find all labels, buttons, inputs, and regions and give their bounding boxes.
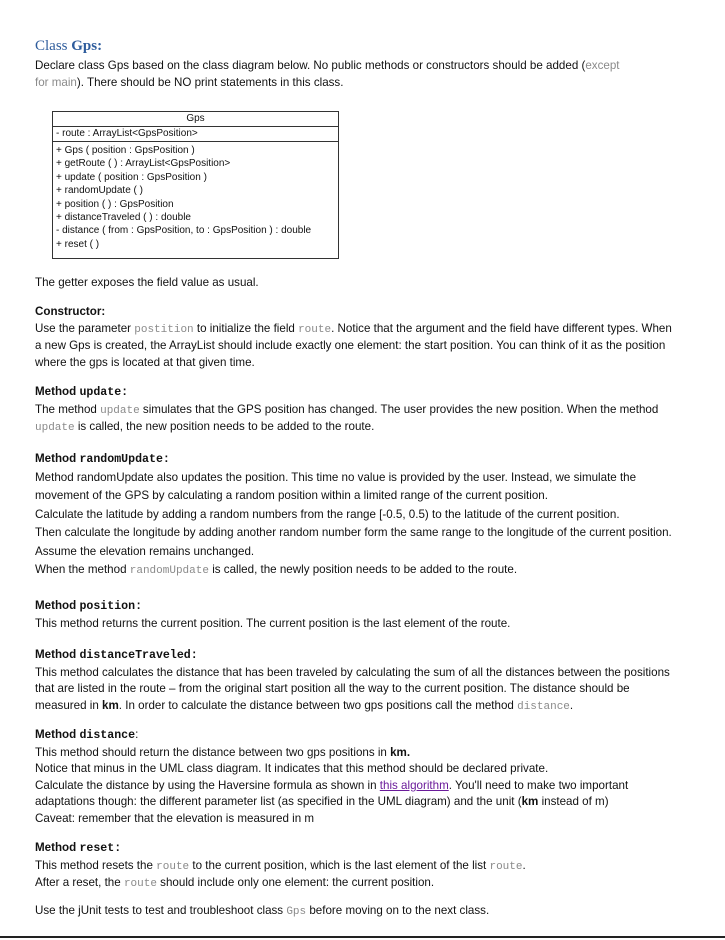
code-span: distance xyxy=(517,700,570,713)
uml-method: + position ( ) : GpsPosition xyxy=(56,198,174,210)
intro-grey-2: for main xyxy=(35,75,77,89)
position-section xyxy=(35,598,680,632)
update-heading: Method update: xyxy=(35,385,129,399)
random-update-line-2: Calculate the latitude by adding a random numbers from the range [-0.5, 0.5) to the latitude of the current position. xyxy=(35,507,620,521)
code-span: randomUpdate xyxy=(129,565,209,578)
title-prefix: Class xyxy=(35,38,72,54)
distance-line-1: This method should return the distance between two gps positions in km. xyxy=(35,745,411,759)
code-span: update xyxy=(35,422,75,434)
reset-heading: Method reset: xyxy=(35,841,122,855)
code-span: route xyxy=(156,860,190,873)
title-class-name: Gps: xyxy=(71,38,103,54)
reset-section xyxy=(35,840,680,893)
random-update-line-1: Method randomUpdate also updates the position. This time no value is provided by the user. Instead, we simulate the movement of the GPS by calculating a random position within a limited range of the current position. xyxy=(35,470,637,503)
uml-field: - route : ArrayList<GpsPosition> xyxy=(53,127,338,142)
constructor-section xyxy=(35,304,680,371)
distance-line-3: Calculate the distance by using the Haversine formula as shown in this algorithm. You'll need to make two important adaptations though: the different parameter list (as specified in the UML diagram) and the unit (km instead of m) xyxy=(35,778,629,808)
constructor-text: Use the parameter postition to initialize the field route. Notice that the argument and the field have different types. When a new Gps is created, the ArrayList should include exactly one element: the start position. You can think of it as the position where the gps is located at that given time. xyxy=(35,321,672,369)
code-span: Gps xyxy=(286,906,307,918)
distance-line-4: Caveat: remember that the elevation is measured in m xyxy=(35,811,315,825)
intro-paragraph xyxy=(35,58,680,91)
update-section xyxy=(35,384,680,437)
constructor-heading: Constructor: xyxy=(35,305,106,318)
update-text: The method update simulates that the GPS position has changed. The user provides the new position. When the method update is called, the new position needs to be added to the route. xyxy=(35,402,659,434)
uml-class-name: Gps xyxy=(53,112,338,127)
random-update-section xyxy=(35,451,680,581)
uml-method: + Gps ( position : GpsPosition ) xyxy=(56,145,195,156)
page-title xyxy=(35,38,102,55)
position-heading: Method position: xyxy=(35,599,143,613)
footer-note: Use the jUnit tests to test and troubleshoot class Gps before moving on to the next class. xyxy=(35,904,490,918)
code-span: route xyxy=(489,860,523,873)
random-update-line-4: When the method randomUpdate is called, the newly position needs to be added to the route. xyxy=(35,563,518,578)
uml-method: + randomUpdate ( ) xyxy=(56,185,143,197)
code-span: update xyxy=(100,404,140,417)
getter-note: The getter exposes the field value as usual. xyxy=(35,276,259,289)
uml-method: + distanceTraveled ( ) : double xyxy=(56,212,191,224)
distance-traveled-section xyxy=(35,647,680,715)
uml-method: + reset ( ) xyxy=(56,238,100,250)
algorithm-link[interactable]: this algorithm xyxy=(379,778,449,792)
intro-grey-1: except xyxy=(585,59,620,72)
intro-text-end: ). There should be NO print statements in this class. xyxy=(76,75,344,89)
code-span: route xyxy=(298,323,332,336)
intro-text: Declare class Gps based on the class diagram below. No public methods or constructors should be added ( xyxy=(35,59,586,72)
random-update-heading: Method randomUpdate: xyxy=(35,452,170,466)
uml-methods xyxy=(53,142,338,251)
uml-method: + getRoute ( ) : ArrayList<GpsPosition> xyxy=(56,158,231,170)
reset-line-2: After a reset, the route should include only one element: the current position. xyxy=(35,876,435,890)
random-update-line-3: Then calculate the longitude by adding another random number form the same range to the longitude of the current position. Assume the elevation remains unchanged. xyxy=(35,526,672,558)
distance-heading: Method distance: xyxy=(35,728,139,742)
code-span: postition xyxy=(134,323,194,336)
distance-line-2: Notice that minus in the UML class diagram. It indicates that this method should be declared private. xyxy=(35,762,549,775)
position-text: This method returns the current position. The current position is the last element of the route. xyxy=(35,616,511,630)
uml-method: + update ( position : GpsPosition ) xyxy=(56,171,207,183)
reset-line-1: This method resets the route to the current position, which is the last element of the list route. xyxy=(35,858,526,873)
distance-traveled-heading: Method distanceTraveled: xyxy=(35,648,198,662)
code-span: route xyxy=(123,878,157,890)
uml-class-diagram xyxy=(52,111,339,259)
uml-method: - distance ( from : GpsPosition, to : GpsPosition ) : double xyxy=(56,225,312,237)
distance-section xyxy=(35,727,680,827)
distance-traveled-text: This method calculates the distance that has been traveled by calculating the sum of all the distances between the positions that are listed in the route – from the original start position all the way to the current position. The distance should be measured in km. In order to calculate the distance between two gps positions call the method distance. xyxy=(35,665,670,713)
